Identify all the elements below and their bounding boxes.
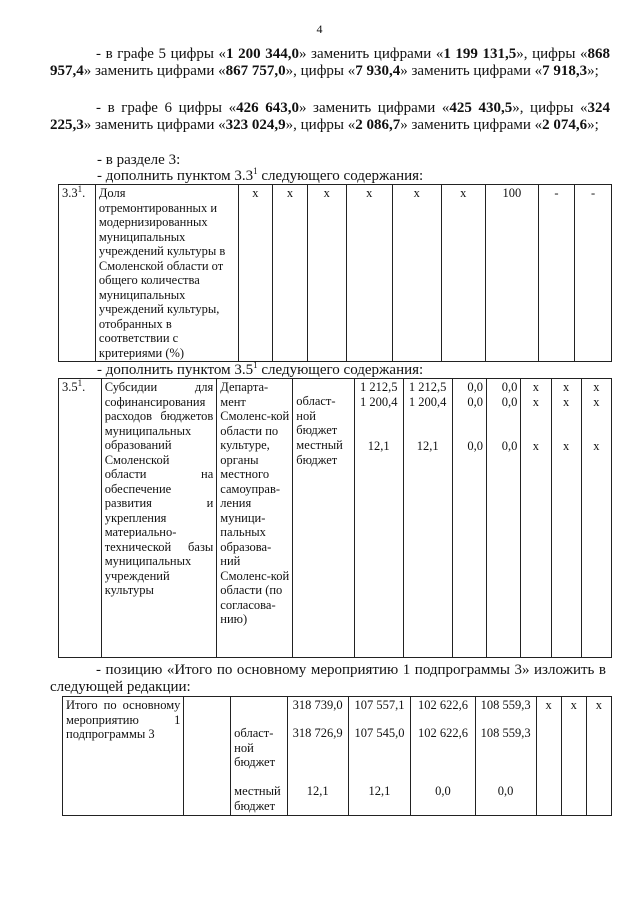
amount-total: 107 557,1 <box>354 698 405 712</box>
source-local: местный бюджет <box>296 438 343 467</box>
amount-regional: 102 622,6 <box>417 726 468 740</box>
amount-column <box>475 697 536 816</box>
number-old: 868 957,4 <box>50 46 611 79</box>
amount-regional: 107 545,0 <box>354 726 405 740</box>
item-number-text: 3.3 <box>62 186 78 200</box>
number-new: 323 024,9 <box>225 117 286 133</box>
superscript: 1 <box>77 183 83 194</box>
text-fragment: », цифры « <box>285 63 356 79</box>
amount-local: х <box>593 438 600 453</box>
table-cell: х <box>393 185 441 362</box>
table-cell: х <box>238 185 273 362</box>
item-number <box>59 379 102 658</box>
amount-total: 318 739,0 <box>292 698 343 712</box>
table-row <box>59 185 612 362</box>
itogo-line: - позицию «Итого по основному мероприятию 1 подпрограммы 3» изложить в следующей редакции: <box>50 662 606 695</box>
amount-regional: х <box>532 394 540 409</box>
superscript: 1 <box>253 166 258 176</box>
amount-total: 1 212,5 <box>359 380 398 394</box>
table-cell: х <box>273 185 308 362</box>
text-fragment: следующего содержания: <box>257 168 424 184</box>
text-fragment: » заменить цифрами « <box>298 100 450 116</box>
table-item-35 <box>58 378 612 658</box>
amount-local: х <box>532 438 540 453</box>
number-new: 2 074,6 <box>542 117 588 133</box>
text-fragment: » заменить цифрами « <box>298 46 444 62</box>
table-itogo <box>62 696 612 816</box>
table-cell: х <box>307 185 346 362</box>
itogo-name: Итого по основному мероприятию 1 подпрограммы 3 <box>63 697 184 816</box>
amount-total: х <box>532 380 540 394</box>
superscript: 1 <box>77 377 83 388</box>
add-item-35-line <box>97 362 423 379</box>
amount-column <box>551 379 581 658</box>
number-new: 7 918,3 <box>542 63 588 79</box>
item-number-dot: . <box>82 380 86 394</box>
amount-column <box>354 379 403 658</box>
amount-local: 0,0 <box>501 438 518 453</box>
table-cell: 100 <box>486 185 539 362</box>
text-fragment: » заменить цифрами « <box>83 63 226 79</box>
table-cell: х <box>561 697 586 816</box>
item-number-text: 3.5 <box>62 380 78 394</box>
item-number <box>59 185 96 362</box>
amount-total: 1 212,5 <box>408 380 447 394</box>
text-fragment: », цифры « <box>516 46 588 62</box>
text-fragment: » заменить цифрами « <box>400 63 543 79</box>
amount-column <box>486 379 520 658</box>
amount-column <box>348 697 411 816</box>
funding-sources <box>231 697 288 816</box>
spacer <box>296 380 350 394</box>
amount-regional: х <box>562 394 570 409</box>
amount-local: 0,0 <box>467 438 483 453</box>
text-fragment: », цифры « <box>285 117 356 133</box>
item-number-dot: . <box>82 186 86 200</box>
spacer <box>234 698 284 726</box>
amount-regional: 0,0 <box>467 394 483 409</box>
table-cell: х <box>536 697 561 816</box>
add-item-33-line <box>97 168 423 185</box>
amount-local: 0,0 <box>435 784 451 798</box>
indicator-name: Доля отремонтированных и модернизированных муниципальных учреждений культуры в Смоленской области от общего количества муниципальных учреждений культуры, отобранных в соответствии с критериями (%) <box>95 185 238 362</box>
number-old: 426 643,0 <box>236 100 299 116</box>
table-item-33 <box>58 184 612 362</box>
text-fragment: - в графе 6 цифры « <box>96 100 237 116</box>
amount-column <box>403 379 452 658</box>
amount-column <box>287 697 348 816</box>
amount-column <box>521 379 551 658</box>
amount-local: 12,1 <box>416 438 439 453</box>
table-cell: х <box>441 185 486 362</box>
paragraph-column-5 <box>50 46 610 80</box>
table-cell: - <box>575 185 612 362</box>
number-new: 1 199 131,5 <box>443 46 517 62</box>
table-row <box>63 697 612 816</box>
amount-local: 12,1 <box>367 438 390 453</box>
text-fragment: », цифры « <box>512 100 588 116</box>
table-cell: х <box>346 185 393 362</box>
amount-total: х <box>562 380 570 394</box>
empty-cell <box>184 697 231 816</box>
amount-local: 12,1 <box>306 784 329 798</box>
amount-local: 0,0 <box>497 784 514 798</box>
page-number: 4 <box>316 22 323 36</box>
amount-total: х <box>593 380 600 394</box>
funding-sources <box>293 379 354 658</box>
source-regional: област-ной бюджет <box>296 394 338 437</box>
text-fragment: »; <box>587 117 599 133</box>
activity-name: Субсидии для софинансирования расходов бюджетов муниципальных образований Смоленской области на обеспечение развития и укрепления материально-технической базы муниципальных учреждений культуры <box>101 379 217 658</box>
number-old: 324 225,3 <box>50 100 610 133</box>
amount-total: 108 559,3 <box>480 698 531 712</box>
amount-total: 102 622,6 <box>417 698 468 712</box>
text-fragment: - в графе 5 цифры « <box>96 46 227 62</box>
table-row <box>59 379 612 658</box>
number-new: 425 430,5 <box>449 100 513 116</box>
table-cell: - <box>538 185 575 362</box>
number-old: 2 086,7 <box>355 117 401 133</box>
number-old: 1 200 344,0 <box>226 46 299 62</box>
text-fragment: »; <box>587 63 599 79</box>
executor: Департа-мент Смоленс-кой области по культуре, органы местного самоуправ-ления муници-пальных образова-ний Смоленс-кой области (по согласова-нию) <box>217 379 293 658</box>
amount-column <box>581 379 611 658</box>
table-cell: х <box>586 697 611 816</box>
amount-column <box>411 697 475 816</box>
amount-local: х <box>562 438 570 453</box>
text-fragment: следующего содержания: <box>257 362 424 378</box>
amount-regional: 1 200,4 <box>359 394 398 409</box>
text-fragment: - дополнить пунктом 3.3 <box>97 168 254 184</box>
text-fragment: » заменить цифрами « <box>83 117 226 133</box>
amount-total: 0,0 <box>501 380 518 394</box>
paragraph-column-6 <box>50 100 610 134</box>
text-fragment: » заменить цифрами « <box>400 117 543 133</box>
number-new: 867 757,0 <box>225 63 286 79</box>
amount-regional: 0,0 <box>501 394 518 409</box>
superscript: 1 <box>253 360 258 370</box>
source-regional: област-ной бюджет <box>234 726 276 769</box>
text-fragment: - дополнить пунктом 3.5 <box>97 362 254 378</box>
source-local: местный бюджет <box>234 784 281 813</box>
section-line: - в разделе 3: <box>97 152 181 168</box>
amount-regional: 318 726,9 <box>292 726 343 740</box>
amount-regional: х <box>593 394 600 409</box>
amount-local: 12,1 <box>368 784 391 798</box>
amount-column <box>452 379 486 658</box>
amount-regional: 1 200,4 <box>408 394 447 409</box>
amount-total: 0,0 <box>467 380 483 394</box>
number-old: 7 930,4 <box>355 63 401 79</box>
amount-regional: 108 559,3 <box>480 726 531 740</box>
